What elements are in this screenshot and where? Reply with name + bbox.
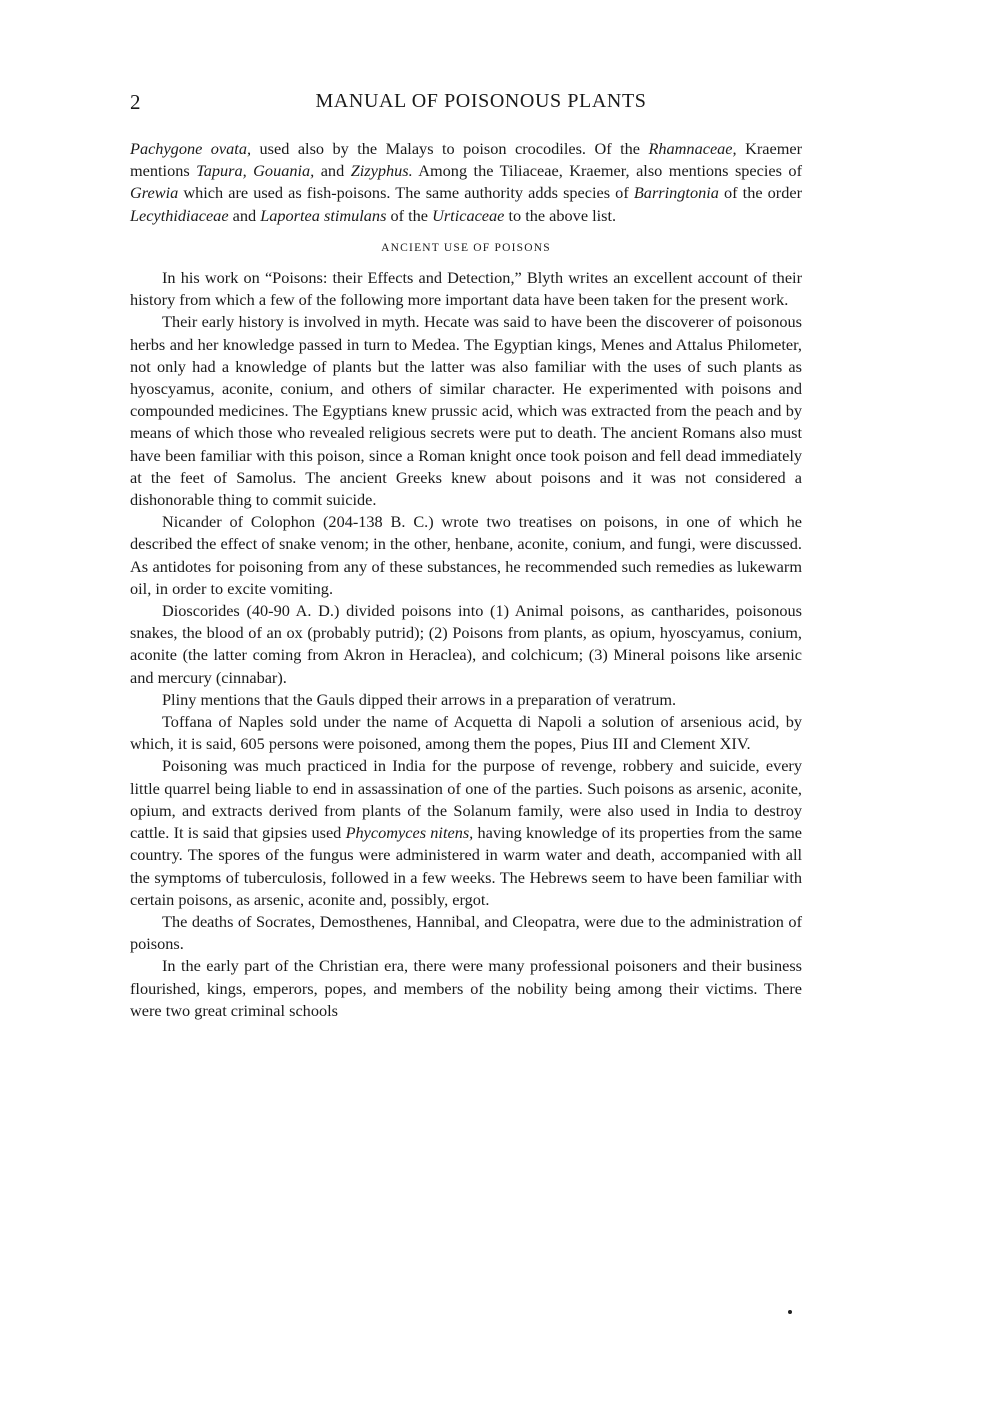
species-name: Phycomyces nitens, [345,823,474,843]
text-run: Poisoning was much practiced in India for the purpose of revenge, robbery and suicide, every little quarrel being liable to end in assassination of one of the parties. Such poisons as arsenic, aconite, opium, and extracts derived from plants of the Solanum family, were also used in India to destroy cattle. It is said that gipsies used [130,756,802,843]
species-name: Zizyphus. [350,161,413,181]
body-text [130,138,802,1022]
running-head [130,90,802,118]
text-run: to the above list. [504,205,617,225]
paragraph: Their early history is involved in myth. Hecate was said to have been the discoverer of poisonous herbs and her knowledge passed in turn to Medea. The Egyptian kings, Menes and Attalus Philometer, not only had a knowledge of plants but the latter was also familiar with the uses of such plants as hyoscyamus, aconite, conium, and others of similar character. He experimented with poisons and compounded medicines. The Egyptians knew prussic acid, which was extracted from the peach and by means of which those who revealed religious secrets were put to death. The ancient Romans also must have been familiar with this poison, since a Roman knight once took poison and fell dead immediately at the feet of Samolus. The ancient Greeks knew about poisons and it was not considered a dishonorable thing to commit suicide. [130,312,802,510]
species-name: Lecythidiaceae [130,205,229,225]
species-name: Barringtonia [633,183,719,203]
species-name: Tapura, Gouania, [196,161,315,181]
stray-mark [788,1310,792,1314]
text-run: and [228,205,261,225]
paragraph: The deaths of Socrates, Demosthenes, Hannibal, and Cleopatra, were due to the administration of poisons. [130,911,802,954]
page-number: 2 [130,90,141,114]
paragraph: Toffana of Naples sold under the name of Acquetta di Napoli a solution of arsenious acid, by which, it is said, 605 persons were poisoned, among them the popes, Pius III and Clement XIV. [130,712,802,754]
text-run: having knowledge of its properties from the same country. The spores of the fungus were administered in warm water and death, accompanied with all the symptoms of tuberculosis, followed in a few weeks. The Hebrews seem to have been familiar with certain poisons, as arsenic, aconite and, possibly, ergot. [130,823,803,909]
species-name: Grewia [130,183,179,203]
paragraph-continued [130,138,802,227]
paragraph: Dioscorides (40-90 A. D.) divided poisons into (1) Animal poisons, as cantharides, poisonous snakes, the blood of an ox (probably putrid); (2) Poisons from plants, as opium, hyoscyamus, conium, aconite (the latter coming from Akron in Heraclea), and colchicum; (3) Mineral poisons like arsenic and mercury (cinnabar). [130,601,802,687]
species-name: Rhamnaceae, [648,139,737,158]
text-run: and [314,161,351,181]
text-run: Among the Tiliaceae, Kraemer, also mentions species of [412,161,802,181]
species-name: Laportea stimulans [260,205,387,225]
section-heading: ANCIENT USE OF POISONS [381,241,551,254]
paragraph: In his work on “Poisons: their Effects and Detection,” Blyth writes an excellent account of their history from which a few of the following more important data have been taken for the present work. [130,268,802,310]
paragraph: Pliny mentions that the Gauls dipped their arrows in a preparation of veratrum. [162,689,677,709]
text-run: Kraemer mentions [130,139,803,181]
paragraph [130,755,802,910]
paragraph: Nicander of Colophon (204-138 B. C.) wrote two treatises on poisons, in one of which he described the effect of snake venom; in the other, henbane, aconite, conium, and fungi, were discussed. As antidotes for poisoning from any of these substances, he recommended such remedies as lukewarm oil, in order to excite vomiting. [130,512,802,598]
text-run: of the [386,205,433,225]
running-title: MANUAL OF POISONOUS PLANTS [315,90,647,112]
text-run: which are used as fish-poisons. The same authority adds species of [178,183,634,203]
paragraph: In the early part of the Christian era, there were many professional poisoners and their business flourished, kings, emperors, popes, and members of the nobility being among their victims. There were two great criminal schools [130,956,802,1020]
text-run: used also by the Malays to poison crocodiles. Of the [251,139,649,158]
species-name: Pachygone ovata, [130,139,252,158]
text-run: of the order [718,183,803,203]
species-name: Urticaceae [432,205,505,225]
